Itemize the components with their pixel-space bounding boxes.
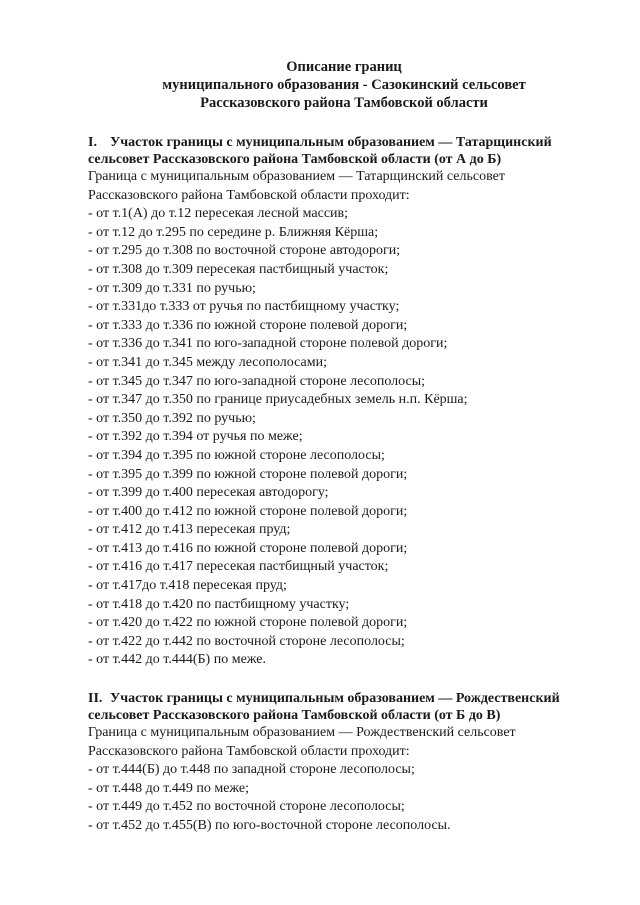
list-item: - от т.1(А) до т.12 пересекая лесной массив; — [88, 206, 349, 222]
section-intro-line: Граница с муниципальным образованием — Рождественский сельсовет — [88, 725, 516, 741]
document-title — [88, 58, 610, 112]
title-line: Рассказовского района Тамбовской области — [200, 95, 488, 111]
title-line: муниципального образования - Сазокинский сельсовет — [162, 77, 526, 93]
section-number: I. — [88, 135, 97, 150]
section-spacer — [88, 670, 610, 690]
list-item: - от т.395 до т.399 по южной стороне полевой дороги; — [88, 466, 408, 482]
boundary-section — [88, 134, 610, 670]
list-item: - от т.400 до т.412 по южной стороне полевой дороги; — [88, 503, 408, 519]
list-item: - от т.341 до т.345 между лесополосами; — [88, 354, 327, 370]
list-item: - от т.309 до т.331 по ручью; — [88, 280, 256, 296]
list-item: - от т.413 до т.416 по южной стороне полевой дороги; — [88, 540, 408, 556]
list-item: - от т.399 до т.400 пересекая автодорогу; — [88, 485, 329, 501]
list-item: - от т.331до т.333 от ручья по пастбищному участку; — [88, 299, 400, 315]
section-heading-line: сельсовет Рассказовского района Тамбовской области (от А до Б) — [88, 152, 502, 167]
list-item: - от т.12 до т.295 по середине р. Ближняя Кёрша; — [88, 224, 379, 240]
list-item: - от т.308 до т.309 пересекая пастбищный участок; — [88, 261, 389, 277]
list-item: - от т.420 до т.422 по южной стороне полевой дороги; — [88, 615, 408, 631]
boundary-section — [88, 690, 610, 836]
list-item: - от т.347 до т.350 по границе приусадебных земель н.п. Кёрша; — [88, 392, 468, 408]
section-heading-line — [88, 690, 610, 707]
list-item: - от т.392 до т.394 от ручья по меже; — [88, 429, 303, 445]
section-intro-line: Рассказовского района Тамбовской области проходит: — [88, 187, 410, 203]
section-heading — [88, 690, 610, 724]
list-item: - от т.449 до т.452 по восточной стороне лесополосы; — [88, 799, 405, 815]
section-intro-line: Рассказовского района Тамбовской области проходит: — [88, 743, 410, 759]
list-item: - от т.333 до т.336 по южной стороне полевой дороги; — [88, 317, 408, 333]
list-item: - от т.444(Б) до т.448 по западной стороне лесополосы; — [88, 762, 415, 778]
section-heading-line: сельсовет Рассказовского района Тамбовской области (от Б до В) — [88, 708, 501, 724]
list-item: - от т.442 до т.444(Б) по меже. — [88, 652, 266, 668]
title-line: Описание границ — [286, 59, 402, 75]
list-item: - от т.336 до т.341 по юго-западной стороне полевой дороги; — [88, 336, 448, 352]
section-intro-line: Граница с муниципальным образованием — Татарщинский сельсовет — [88, 169, 505, 184]
list-item: - от т.418 до т.420 по пастбищному участку; — [88, 596, 350, 612]
list-item: - от т.422 до т.442 по восточной стороне лесополосы; — [88, 633, 405, 649]
section-heading-text: Участок границы с муниципальным образованием — Рождественский — [110, 691, 560, 707]
list-item: - от т.448 до т.449 по меже; — [88, 780, 250, 796]
section-heading — [88, 134, 610, 168]
sections-container — [88, 134, 610, 836]
list-item: - от т.412 до т.413 пересекая пруд; — [88, 522, 291, 538]
section-heading-text: Участок границы с муниципальным образованием — Татарщинский — [110, 135, 552, 150]
list-item: - от т.394 до т.395 по южной стороне лесополосы; — [88, 447, 385, 463]
section-number: II. — [88, 691, 103, 707]
list-item: - от т.345 до т.347 по юго-западной стороне лесополосы; — [88, 373, 425, 389]
list-item: - от т.416 до т.417 пересекая пастбищный участок; — [88, 559, 389, 575]
list-item: - от т.295 до т.308 по восточной стороне автодороги; — [88, 243, 401, 259]
list-item: - от т.350 до т.392 по ручью; — [88, 410, 256, 426]
list-item: - от т.452 до т.455(В) по юго-восточной стороне лесополосы. — [88, 818, 451, 833]
section-heading-line — [88, 134, 610, 151]
list-item: - от т.417до т.418 пересекая пруд; — [88, 578, 287, 594]
